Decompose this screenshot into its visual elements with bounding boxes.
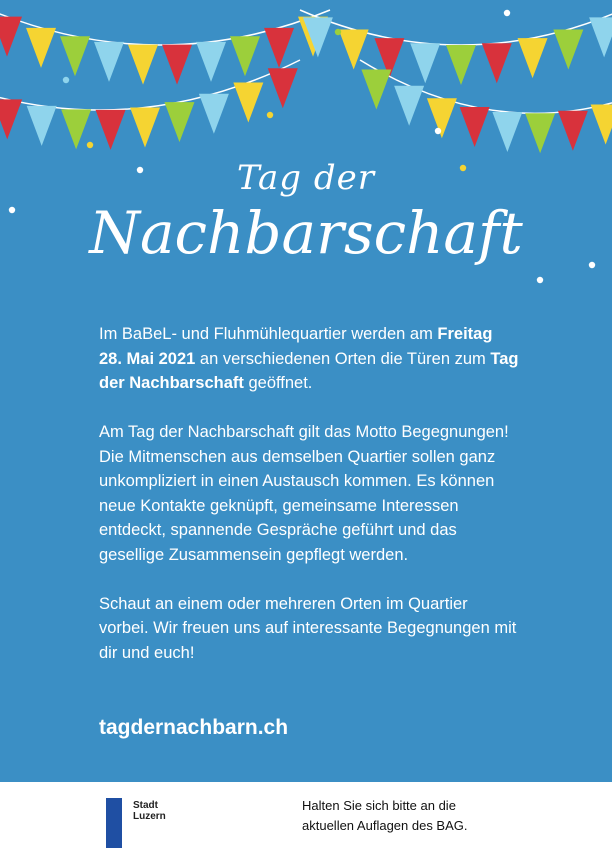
- event-date: Freitag 28. Mai 2021: [99, 325, 493, 368]
- confetti-dot: [537, 277, 543, 283]
- stadt-luzern-logo-text: [133, 800, 166, 822]
- body-text: [99, 322, 519, 690]
- confetti-dot: [87, 142, 93, 148]
- confetti-dot: [504, 10, 510, 16]
- confetti-dot: [267, 112, 273, 118]
- notice-line-1: Halten Sie sich bitte an die: [302, 798, 456, 813]
- footer: [0, 782, 612, 851]
- event-name: Tag der Nachbarschaft: [99, 349, 519, 392]
- bag-notice: [302, 796, 468, 836]
- invitation-paragraph: Schaut an einem oder mehreren Orten im Quartier vorbei. Wir freuen uns auf interessante Begegnungen mit dir und euch!: [99, 594, 517, 662]
- intro-paragraph: [99, 322, 519, 396]
- motto-paragraph: Am Tag der Nachbarschaft gilt das Motto Begegnungen! Die Mitmenschen aus demselben Quartier sollen ganz unkompliziert in einen Austausch kommen. Es können neue Kontakte geknüpft, gemeinsame Interessen entdeckt, spannende Gespräche geführt und das gesellige Zusammensein gepflegt werden.: [99, 423, 509, 564]
- intro-text-2: an verschiedenen Orten die Türen zum: [195, 349, 491, 368]
- stadt-luzern-logo-icon: [106, 798, 122, 848]
- title-line-2: Nachbarschaft: [89, 199, 523, 267]
- title-line-1: Tag der: [236, 158, 376, 198]
- intro-text-3: geöffnet.: [243, 374, 313, 392]
- confetti-dot: [435, 128, 441, 134]
- intro-text-1: Im BaBeL- und Fluhmühlequartier werden am: [99, 325, 438, 343]
- notice-line-2: aktuellen Auflagen des BAG.: [302, 818, 468, 833]
- logo-line-1: Stadt: [133, 800, 158, 811]
- logo-line-2: Luzern: [133, 811, 166, 822]
- website-link[interactable]: tagdernachbarn.ch: [99, 716, 289, 739]
- confetti-dot: [63, 77, 69, 83]
- confetti-dot: [335, 29, 341, 35]
